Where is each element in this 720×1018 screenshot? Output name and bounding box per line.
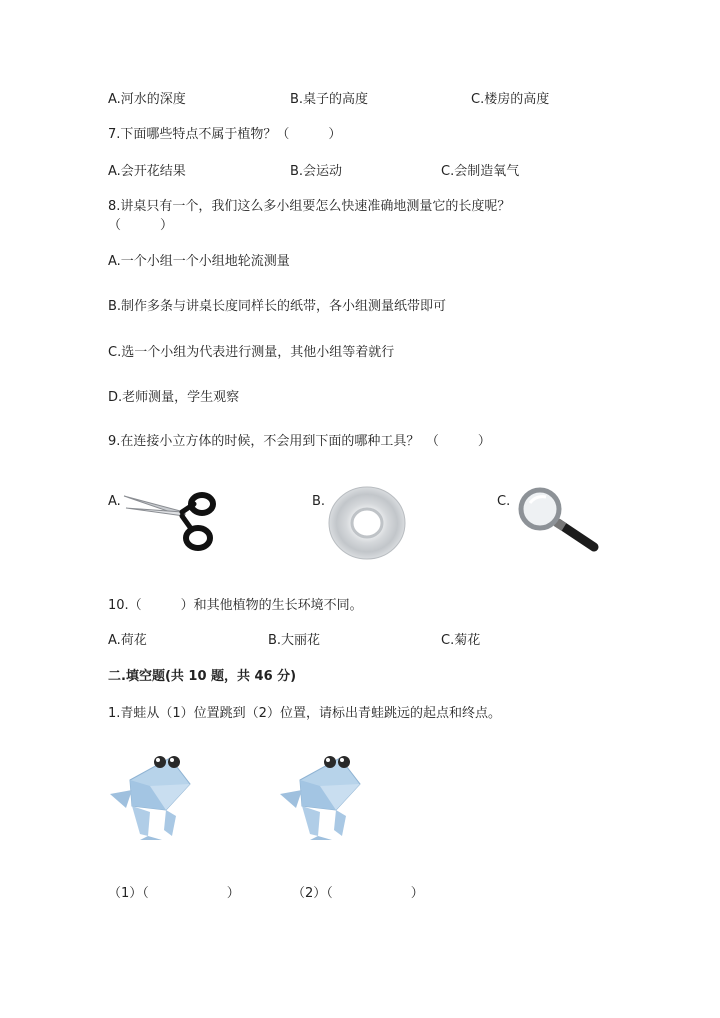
frog-position-1-label: （1）（ ） — [108, 886, 240, 901]
paper-frog-icon — [280, 750, 366, 840]
q8-paren: （ ） — [108, 218, 174, 233]
q10-option-a: A.荷花 — [108, 633, 147, 648]
q6-option-a: A.河水的深度 — [108, 92, 186, 107]
q10-stem: 10.（ ）和其他植物的生长环境不同。 — [108, 598, 363, 613]
section-title: 二.填空题(共 10 题，共 46 分) — [108, 669, 297, 684]
q7-option-a: A.会开花结果 — [108, 164, 186, 179]
q8-option-c: C.选一个小组为代表进行测量，其他小组等着就行 — [108, 345, 395, 360]
q7-option-c: C.会制造氧气 — [441, 164, 520, 179]
q9-option-a-label: A. — [108, 494, 121, 509]
scissors-icon — [122, 486, 218, 552]
magnifier-icon — [512, 487, 602, 557]
q7-option-b: B.会运动 — [290, 164, 343, 179]
q10-option-b: B.大丽花 — [268, 633, 321, 648]
q7-stem: 7.下面哪些特点不属于植物？（ ） — [108, 127, 342, 142]
q8-option-d: D.老师测量，学生观察 — [108, 390, 240, 405]
tape-roll-icon — [327, 485, 407, 561]
q9-option-c-label: C. — [497, 494, 511, 509]
f1-stem: 1.青蛙从（1）位置跳到（2）位置，请标出青蛙跳远的起点和终点。 — [108, 706, 501, 721]
paper-frog-icon — [110, 750, 196, 840]
q10-option-c: C.菊花 — [441, 633, 481, 648]
frog-position-2-label: （2）（ ） — [292, 886, 424, 901]
q6-option-c: C.楼房的高度 — [471, 92, 550, 107]
q8-option-b: B.制作多条与讲桌长度同样长的纸带，各小组测量纸带即可 — [108, 299, 447, 314]
q9-stem: 9.在连接小立方体的时候，不会用到下面的哪种工具？ （ ） — [108, 434, 491, 449]
q6-option-b: B.桌子的高度 — [290, 92, 369, 107]
q8-option-a: A.一个小组一个小组地轮流测量 — [108, 254, 290, 269]
q9-option-b-label: B. — [312, 494, 326, 509]
q8-stem: 8.讲桌只有一个，我们这么多小组要怎么快速准确地测量它的长度呢？ — [108, 199, 511, 214]
